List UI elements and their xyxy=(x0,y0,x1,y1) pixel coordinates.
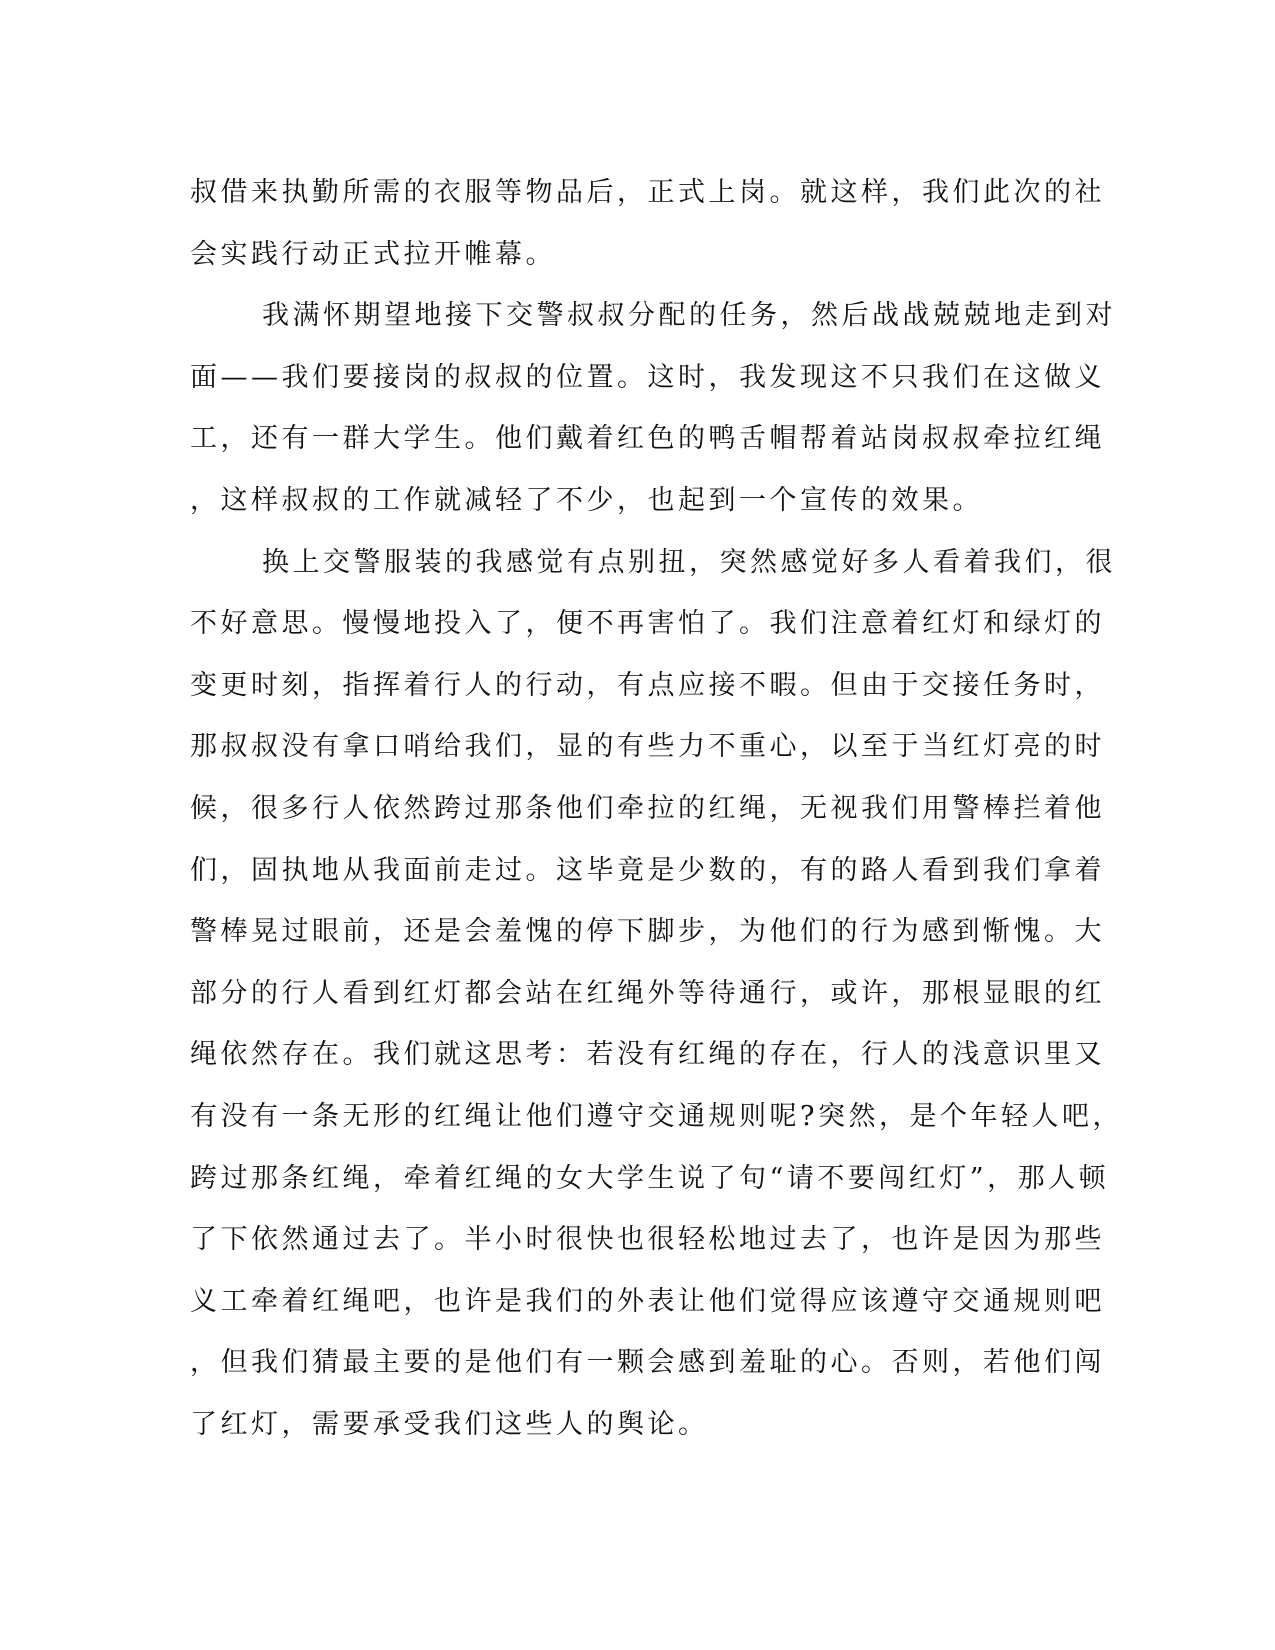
document-body xyxy=(190,162,1123,1455)
text-line: 了红灯，需要承受我们这些人的舆论。 xyxy=(190,1408,709,1440)
text-line: 跨过那条红绳，牵着红绳的女大学生说了句“请不要闯红灯”，那人顿 xyxy=(190,1162,1110,1194)
text-line: 绳依然存在。我们就这思考：若没有红绳的存在，行人的浅意识里又 xyxy=(190,1039,1105,1071)
text-line: ，这样叔叔的工作就减轻了不少，也起到一个宣传的效果。 xyxy=(190,484,983,516)
text-line: 变更时刻，指挥着行人的行动，有点应接不暇。但由于交接任务时， xyxy=(190,669,1105,701)
text-line: ，但我们猜最主要的是他们有一颗会感到羞耻的心。否则，若他们闯 xyxy=(190,1347,1105,1379)
text-line: 了下依然通过去了。半小时很快也很轻松地过去了，也许是因为那些 xyxy=(190,1224,1105,1256)
text-line: 会实践行动正式拉开帷幕。 xyxy=(190,238,556,270)
text-line: 候，很多行人依然跨过那条他们牵拉的红绳，无视我们用警棒拦着他 xyxy=(190,792,1105,824)
text-line: 部分的行人看到红灯都会站在红绳外等待通行，或许，那根显眼的红 xyxy=(190,977,1105,1009)
text-line: 面——我们要接岗的叔叔的位置。这时，我发现这不只我们在这做义 xyxy=(190,361,1105,393)
text-line: 工，还有一群大学生。他们戴着红色的鸭舌帽帮着站岗叔叔牵拉红绳 xyxy=(190,423,1105,455)
text-line: 有没有一条无形的红绳让他们遵守交通规则呢?突然，是个年轻人吧， xyxy=(190,1100,1123,1132)
text-line: 们，固执地从我面前走过。这毕竟是少数的，有的路人看到我们拿着 xyxy=(190,854,1105,886)
paragraph-first-line: 我满怀期望地接下交警叔叔分配的任务，然后战战兢兢地走到对 xyxy=(262,300,1116,332)
paragraph-first-line: 换上交警服装的我感觉有点别扭，突然感觉好多人看着我们，很 xyxy=(262,546,1116,578)
text-line: 不好意思。慢慢地投入了，便不再害怕了。我们注意着红灯和绿灯的 xyxy=(190,608,1105,640)
text-line: 那叔叔没有拿口哨给我们，显的有些力不重心，以至于当红灯亮的时 xyxy=(190,731,1105,763)
text-line: 警棒晃过眼前，还是会羞愧的停下脚步，为他们的行为感到惭愧。大 xyxy=(190,916,1105,948)
text-line: 叔借来执勤所需的衣服等物品后，正式上岗。就这样，我们此次的社 xyxy=(190,177,1105,208)
text-line: 义工牵着红绳吧，也许是我们的外表让他们觉得应该遵守交通规则吧 xyxy=(190,1285,1105,1317)
